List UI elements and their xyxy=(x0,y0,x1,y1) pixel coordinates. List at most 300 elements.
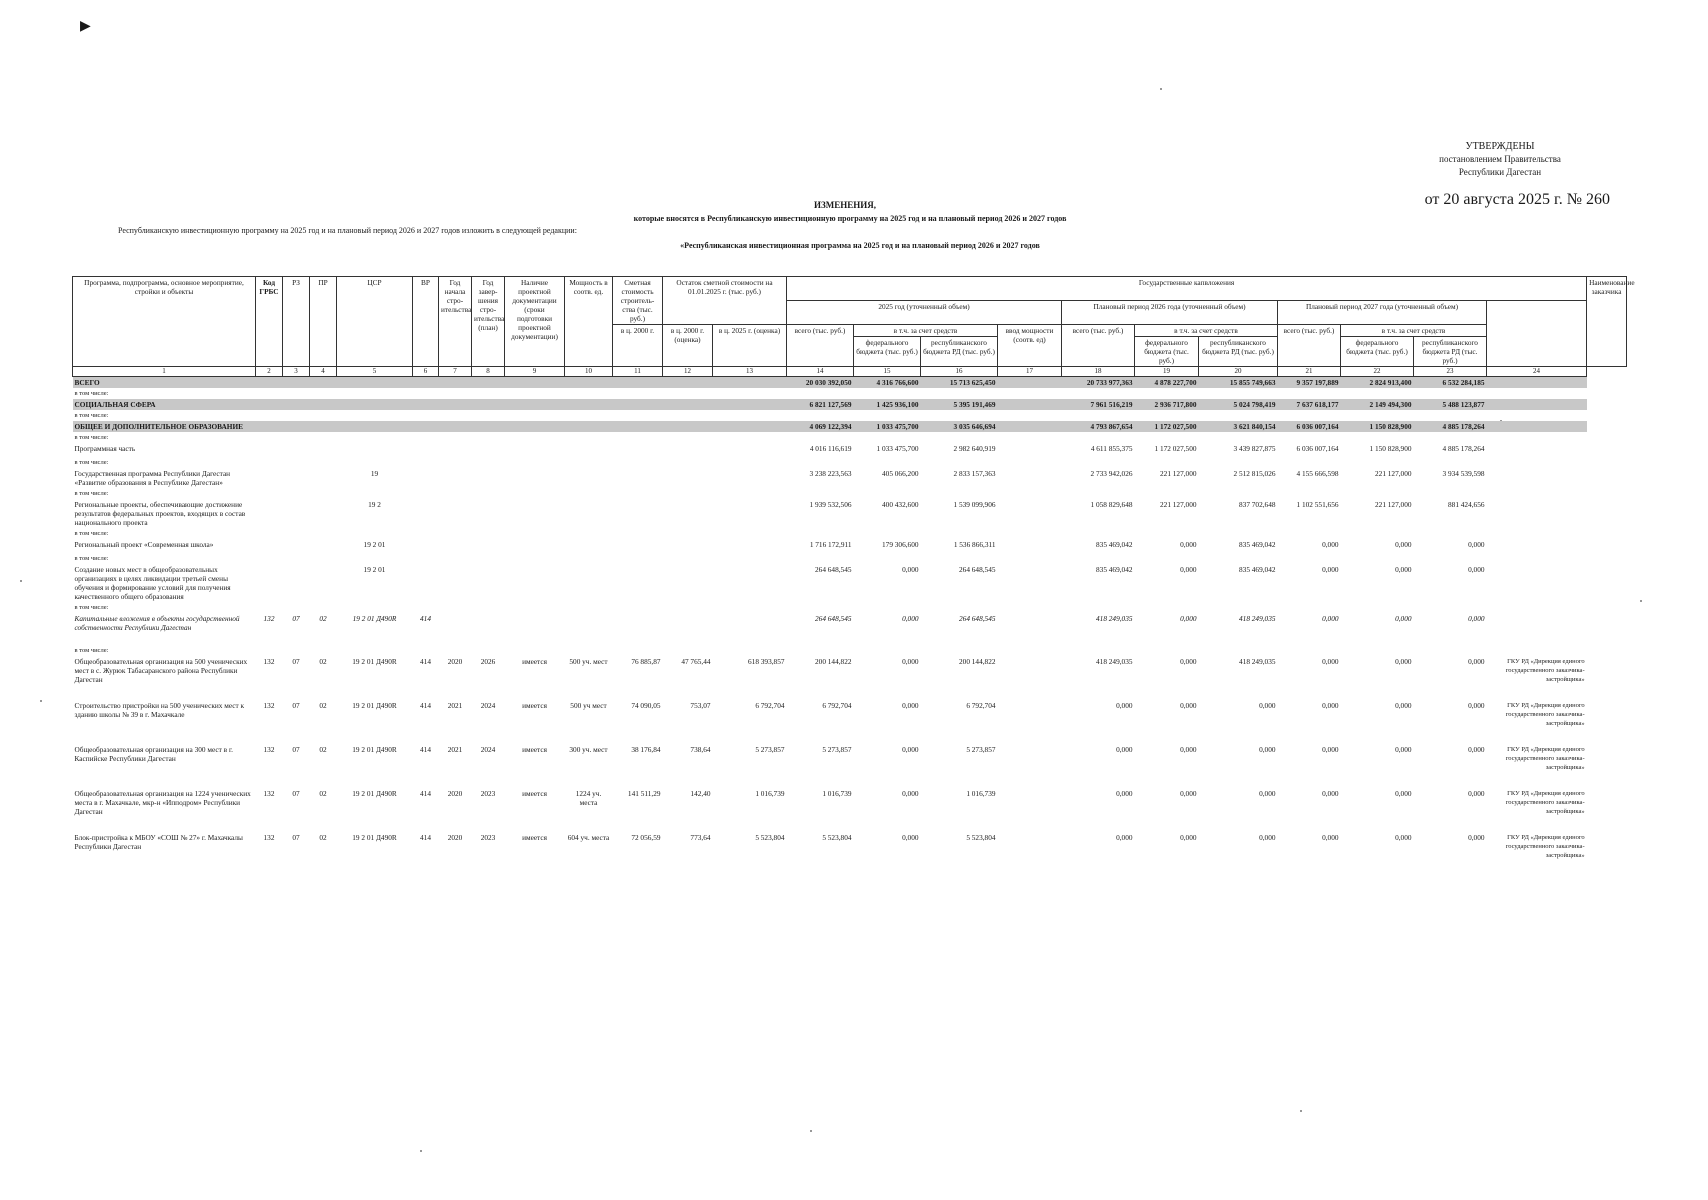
col-header-est-cost: Сметная стоимость строитель-ства (тыс. руб.) xyxy=(613,277,663,325)
col-header-end-year: Год завер-шения стро-ительства (план) xyxy=(472,277,505,367)
value-cell: 0,000 xyxy=(1468,657,1485,666)
csr-cell: 19 xyxy=(370,469,379,478)
docs-cell xyxy=(505,443,565,457)
docs-cell: имеется xyxy=(522,701,547,710)
est-cost-cell xyxy=(613,377,663,389)
value-cell: 3 238 223,563 xyxy=(809,469,852,478)
end-year-cell xyxy=(472,443,505,457)
est-cost-cell xyxy=(613,468,663,488)
value-cell: 221 127,000 xyxy=(1375,500,1412,509)
docs-cell xyxy=(505,613,565,645)
column-number: 4 xyxy=(310,367,337,377)
value-cell: 0,000 xyxy=(1180,565,1197,574)
col-header-capacity: Мощность в соотв. ед. xyxy=(565,277,613,367)
table-row xyxy=(73,613,1627,645)
table-row xyxy=(73,700,1627,744)
capacity-input-cell xyxy=(998,399,1062,410)
remaining-2000-cell xyxy=(663,377,713,389)
value-cell: 221 127,000 xyxy=(1160,469,1197,478)
customer-cell xyxy=(1487,539,1587,553)
value-cell: 6 821 127,569 xyxy=(787,399,854,410)
col-header-grbs: Код ГРБС xyxy=(256,277,283,367)
est-cost-cell xyxy=(613,564,663,602)
pr-cell: 02 xyxy=(319,833,327,842)
col-header-csr: ЦСР xyxy=(337,277,413,367)
est-cost-cell: 141 511,29 xyxy=(627,789,661,798)
capacity-cell: 1224 уч. места xyxy=(575,789,602,807)
value-cell: 1 016,739 xyxy=(822,789,852,798)
column-number: 12 xyxy=(663,367,713,377)
cursor-arrow-icon: ▶ xyxy=(80,19,91,34)
col-header-total-2026: всего (тыс. руб.) xyxy=(1062,325,1135,367)
row-name: ВСЕГО xyxy=(73,377,256,389)
document-subtitle: которые вносятся в Республиканскую инвестиционную программу на 2025 год и на плановый период 2026 и 2027 годов xyxy=(633,214,1067,223)
start-year-cell: 2020 xyxy=(447,833,463,842)
capacity-input-cell xyxy=(998,744,1062,788)
row-name: Общеобразовательная организация на 500 ученических мест в с. Журюк Табасаранского района Республики Дагестан xyxy=(74,657,248,684)
row-name: Блок-пристройка к МБОУ «СОШ № 27» г. Махачкалы Республики Дагестан xyxy=(74,833,243,851)
vr-cell: 414 xyxy=(420,614,431,623)
capacity-cell xyxy=(565,399,613,410)
scan-speck xyxy=(420,1150,422,1152)
value-cell: 0,000 xyxy=(902,701,919,710)
pr-cell xyxy=(310,564,337,602)
value-cell: 5 273,857 xyxy=(822,745,852,754)
value-cell: 1 939 532,506 xyxy=(809,500,852,509)
column-number: 15 xyxy=(854,367,921,377)
est-cost-cell: 74 090,05 xyxy=(631,701,661,710)
investment-table xyxy=(72,276,1635,876)
row-name: Капитальные вложения в объекты государственной собственности Республики Дагестан xyxy=(74,614,240,632)
csr-cell: 19 2 01 Д490R xyxy=(352,614,397,623)
grbs-cell xyxy=(256,564,283,602)
row-name: Региональные проекты, обеспечивающие достижение результатов федеральных проектов, входящих в состав национального проекта xyxy=(74,500,246,527)
value-cell: 4 878 227,700 xyxy=(1135,377,1199,389)
value-cell: 0,000 xyxy=(1180,745,1197,754)
value-cell: 0,000 xyxy=(1116,833,1133,842)
row-name: Создание новых мест в общеобразовательных организациях в целях ликвидации третьей смены обучения и формирование условий для получения качественного общего образования xyxy=(74,565,231,601)
value-cell: 0,000 xyxy=(1468,745,1485,754)
start-year-cell xyxy=(439,399,472,410)
value-cell: 6 792,704 xyxy=(966,701,996,710)
column-number: 13 xyxy=(713,367,787,377)
remaining-2025-cell xyxy=(713,564,787,602)
value-cell: 0,000 xyxy=(1468,565,1485,574)
table-row xyxy=(73,488,1627,499)
row-name: в том числе: xyxy=(74,530,109,537)
est-cost-cell: 38 176,84 xyxy=(631,745,661,754)
capacity-cell xyxy=(565,421,613,432)
header-row xyxy=(73,277,1627,301)
value-cell: 2 936 717,800 xyxy=(1135,399,1199,410)
col-header-remaining-2025: в ц. 2025 г. (оценка) xyxy=(713,325,787,367)
value-cell: 0,000 xyxy=(1116,789,1133,798)
capacity-cell xyxy=(565,539,613,553)
column-number: 22 xyxy=(1341,367,1414,377)
end-year-cell: 2023 xyxy=(480,789,496,798)
rz-cell xyxy=(283,421,310,432)
capacity-input-cell xyxy=(998,421,1062,432)
table-row xyxy=(73,377,1627,389)
col-header-republic-2025: республиканского бюджета РД (тыс. руб.) xyxy=(921,337,998,367)
capacity-input-cell xyxy=(998,539,1062,553)
start-year-cell xyxy=(439,499,472,528)
start-year-cell xyxy=(439,564,472,602)
column-number: 20 xyxy=(1199,367,1278,377)
value-cell: 264 648,545 xyxy=(815,614,852,623)
value-cell: 264 648,545 xyxy=(959,614,996,623)
docs-cell xyxy=(505,421,565,432)
rz-cell: 07 xyxy=(292,789,300,798)
remaining-2000-cell xyxy=(663,564,713,602)
remaining-2025-cell: 618 393,857 xyxy=(748,657,785,666)
customer-cell xyxy=(1487,399,1587,410)
value-cell: 0,000 xyxy=(1180,540,1197,549)
vr-cell xyxy=(413,443,439,457)
grbs-cell xyxy=(256,468,283,488)
csr-cell xyxy=(337,377,413,389)
remaining-2025-cell xyxy=(713,468,787,488)
est-cost-cell: 76 885,87 xyxy=(631,657,661,666)
row-name: в том числе: xyxy=(74,434,109,441)
grbs-cell xyxy=(256,377,283,389)
value-cell: 1 033 475,700 xyxy=(876,444,919,453)
value-cell: 1 102 551,656 xyxy=(1296,500,1339,509)
table-row xyxy=(73,410,1627,421)
table-row xyxy=(73,788,1627,832)
remaining-2000-cell xyxy=(663,421,713,432)
row-name: в том числе: xyxy=(74,604,109,611)
table-row xyxy=(73,832,1627,876)
row-name: Программная часть xyxy=(74,444,136,453)
value-cell: 6 036 007,164 xyxy=(1278,421,1341,432)
docs-cell xyxy=(505,468,565,488)
est-cost-cell xyxy=(613,399,663,410)
customer-cell xyxy=(1487,377,1587,389)
capacity-cell: 300 уч. мест xyxy=(569,745,608,754)
remaining-2000-cell xyxy=(663,399,713,410)
remaining-2025-cell xyxy=(713,443,787,457)
row-name: в том числе: xyxy=(74,647,109,654)
grbs-cell xyxy=(256,499,283,528)
row-name: ОБЩЕЕ И ДОПОЛНИТЕЛЬНОЕ ОБРАЗОВАНИЕ xyxy=(73,421,256,432)
customer-cell: ГКУ РД «Дирекция единого государственного заказчика-застройщика» xyxy=(1505,746,1585,771)
value-cell: 200 144,822 xyxy=(959,657,996,666)
value-cell: 6 532 284,185 xyxy=(1414,377,1487,389)
vr-cell: 414 xyxy=(420,701,431,710)
value-cell: 1 539 099,906 xyxy=(953,500,996,509)
col-header-federal-2026: федерального бюджета (тыс. руб.) xyxy=(1135,337,1199,367)
table-row xyxy=(73,553,1627,564)
remaining-2025-cell: 5 523,804 xyxy=(755,833,785,842)
table-row xyxy=(73,602,1627,613)
value-cell: 0,000 xyxy=(1322,789,1339,798)
value-cell: 881 424,656 xyxy=(1448,500,1485,509)
grbs-cell xyxy=(256,399,283,410)
value-cell: 1 058 829,648 xyxy=(1090,500,1133,509)
value-cell: 1 716 172,911 xyxy=(809,540,852,549)
rz-cell xyxy=(283,377,310,389)
capacity-input-cell xyxy=(998,468,1062,488)
capacity-cell: 604 уч. места xyxy=(567,833,610,842)
vr-cell xyxy=(413,399,439,410)
rz-cell: 07 xyxy=(292,745,300,754)
value-cell: 0,000 xyxy=(1322,540,1339,549)
value-cell: 0,000 xyxy=(1322,657,1339,666)
col-header-total-2025: всего (тыс. руб.) xyxy=(787,325,854,367)
pr-cell: 02 xyxy=(319,789,327,798)
vr-cell xyxy=(413,499,439,528)
value-cell: 264 648,545 xyxy=(959,565,996,574)
customer-cell xyxy=(1487,564,1587,602)
value-cell: 5 523,804 xyxy=(822,833,852,842)
vr-cell xyxy=(413,421,439,432)
value-cell: 0,000 xyxy=(902,614,919,623)
column-number: 23 xyxy=(1414,367,1487,377)
pr-cell: 02 xyxy=(319,614,327,623)
start-year-cell: 2021 xyxy=(447,701,463,710)
capacity-cell: 500 уч. мест xyxy=(569,657,608,666)
row-name: Общеобразовательная организация на 1224 ученических места в г. Махачкале, мкр-н «Ипподром» Республики Дагестан xyxy=(74,789,251,816)
remaining-2025-cell xyxy=(713,377,787,389)
table-row xyxy=(73,443,1627,457)
rz-cell: 07 xyxy=(292,657,300,666)
value-cell: 0,000 xyxy=(1259,789,1276,798)
row-name: в том числе: xyxy=(74,390,109,397)
capacity-cell xyxy=(565,499,613,528)
capacity-cell xyxy=(565,443,613,457)
value-cell: 20 733 977,363 xyxy=(1062,377,1135,389)
rz-cell xyxy=(283,499,310,528)
value-cell: 0,000 xyxy=(1395,565,1412,574)
value-cell: 0,000 xyxy=(1116,745,1133,754)
value-cell: 1 536 866,311 xyxy=(953,540,996,549)
value-cell: 0,000 xyxy=(1322,614,1339,623)
value-cell: 0,000 xyxy=(1395,657,1412,666)
value-cell: 5 523,804 xyxy=(966,833,996,842)
approval-heading: УТВЕРЖДЕНЫ xyxy=(1465,141,1535,152)
table-row xyxy=(73,539,1627,553)
row-name: Общеобразовательная организация на 300 мест в г. Каспийске Республики Дагестан xyxy=(74,745,233,763)
value-cell: 0,000 xyxy=(1395,540,1412,549)
value-cell: 1 150 828,900 xyxy=(1341,421,1414,432)
end-year-cell: 2023 xyxy=(480,833,496,842)
approval-line: постановлением Правительства xyxy=(1439,154,1561,164)
col-header-remaining-2000: в ц. 2000 г. (оценка) xyxy=(663,325,713,367)
customer-cell: ГКУ РД «Дирекция единого государственного заказчика-застройщика» xyxy=(1505,790,1585,815)
column-number-row xyxy=(73,367,1627,377)
col-header-docs: Наличие проектной документации (сроки подготовки проектной документации) xyxy=(505,277,565,367)
table-row xyxy=(73,564,1627,602)
col-header-sources-2027: в т.ч. за счет средств xyxy=(1341,325,1487,337)
remaining-2025-cell: 5 273,857 xyxy=(755,745,785,754)
est-cost-cell xyxy=(613,613,663,645)
col-header-customer: Наименование заказчика xyxy=(1587,277,1627,367)
rz-cell xyxy=(283,564,310,602)
capacity-cell: 500 уч мест xyxy=(570,701,607,710)
value-cell: 4 069 122,394 xyxy=(787,421,854,432)
table-row xyxy=(73,399,1627,410)
remaining-2025-cell xyxy=(713,539,787,553)
vr-cell: 414 xyxy=(420,745,431,754)
table-row xyxy=(73,388,1627,399)
intro-text: Республиканскую инвестиционную программу на 2025 год и на плановый период 2026 и 2027 годов изложить в следующей редакции: xyxy=(118,226,577,235)
capacity-cell xyxy=(565,468,613,488)
value-cell: 0,000 xyxy=(1180,614,1197,623)
row-name: в том числе: xyxy=(74,555,109,562)
value-cell: 15 855 749,663 xyxy=(1199,377,1278,389)
value-cell: 0,000 xyxy=(1395,833,1412,842)
value-cell: 0,000 xyxy=(902,789,919,798)
col-header-start-year: Год начала стро-ительства xyxy=(439,277,472,367)
vr-cell xyxy=(413,539,439,553)
value-cell: 0,000 xyxy=(1180,701,1197,710)
value-cell: 7 637 618,177 xyxy=(1278,399,1341,410)
value-cell: 0,000 xyxy=(1468,789,1485,798)
value-cell: 5 024 798,419 xyxy=(1199,399,1278,410)
value-cell: 0,000 xyxy=(1259,745,1276,754)
remaining-2000-cell xyxy=(663,468,713,488)
remaining-2000-cell xyxy=(663,613,713,645)
col-header-federal-2027: федерального бюджета (тыс. руб.) xyxy=(1341,337,1414,367)
grbs-cell xyxy=(256,539,283,553)
value-cell: 5 488 123,877 xyxy=(1414,399,1487,410)
scan-speck xyxy=(40,700,42,702)
csr-cell: 19 2 01 xyxy=(363,540,386,549)
pr-cell: 02 xyxy=(319,657,327,666)
customer-cell xyxy=(1487,613,1587,645)
pr-cell: 02 xyxy=(319,701,327,710)
docs-cell xyxy=(505,499,565,528)
table-row xyxy=(73,744,1627,788)
value-cell: 4 316 766,600 xyxy=(854,377,921,389)
value-cell: 0,000 xyxy=(1468,614,1485,623)
grbs-cell xyxy=(256,421,283,432)
docs-cell: имеется xyxy=(522,657,547,666)
scan-speck xyxy=(20,580,22,582)
customer-cell: ГКУ РД «Дирекция единого государственного заказчика-застройщика» xyxy=(1505,702,1585,727)
customer-cell xyxy=(1487,468,1587,488)
csr-cell: 19 2 01 Д490R xyxy=(352,745,397,754)
capacity-input-cell xyxy=(998,564,1062,602)
value-cell: 4 793 867,654 xyxy=(1062,421,1135,432)
value-cell: 200 144,822 xyxy=(815,657,852,666)
value-cell: 4 155 666,598 xyxy=(1296,469,1339,478)
value-cell: 1 172 027,500 xyxy=(1154,444,1197,453)
col-header-remaining: Остаток сметной стоимости на 01.01.2025 г. (тыс. руб.) xyxy=(663,277,787,325)
value-cell: 405 066,200 xyxy=(882,469,919,478)
end-year-cell xyxy=(472,613,505,645)
remaining-2000-cell xyxy=(663,539,713,553)
end-year-cell xyxy=(472,539,505,553)
vr-cell xyxy=(413,468,439,488)
docs-cell xyxy=(505,399,565,410)
value-cell: 0,000 xyxy=(1322,565,1339,574)
scan-speck xyxy=(810,1130,812,1132)
csr-cell xyxy=(337,421,413,432)
vr-cell: 414 xyxy=(420,833,431,842)
table-row xyxy=(73,421,1627,432)
csr-cell: 19 2 01 Д490R xyxy=(352,833,397,842)
capacity-input-cell xyxy=(998,832,1062,876)
value-cell: 2 149 494,300 xyxy=(1341,399,1414,410)
docs-cell xyxy=(505,539,565,553)
approval-line: Республики Дагестан xyxy=(1458,167,1542,177)
value-cell: 0,000 xyxy=(1322,833,1339,842)
value-cell: 3 439 827,875 xyxy=(1233,444,1276,453)
end-year-cell xyxy=(472,377,505,389)
column-number: 10 xyxy=(565,367,613,377)
customer-cell: ГКУ РД «Дирекция единого государственного заказчика-застройщика» xyxy=(1505,658,1585,683)
value-cell: 4 885 178,264 xyxy=(1442,444,1485,453)
table-row xyxy=(73,656,1627,700)
column-number: 19 xyxy=(1135,367,1199,377)
value-cell: 835 469,042 xyxy=(1239,540,1276,549)
start-year-cell: 2021 xyxy=(447,745,463,754)
value-cell: 221 127,000 xyxy=(1375,469,1412,478)
end-year-cell: 2026 xyxy=(480,657,496,666)
column-number: 3 xyxy=(283,367,310,377)
col-header-vr: ВР xyxy=(413,277,439,367)
col-header-sources-2026: в т.ч. за счет средств xyxy=(1135,325,1278,337)
column-number: 16 xyxy=(921,367,998,377)
value-cell: 1 016,739 xyxy=(966,789,996,798)
capacity-cell xyxy=(565,564,613,602)
start-year-cell xyxy=(439,468,472,488)
remaining-2000-cell: 753,07 xyxy=(690,701,711,710)
grbs-cell: 132 xyxy=(263,789,275,798)
col-header-state-investment: Государственные капвложения xyxy=(787,277,1587,301)
row-name: СОЦИАЛЬНАЯ СФЕРА xyxy=(73,399,256,410)
value-cell: 0,000 xyxy=(1395,614,1412,623)
value-cell: 0,000 xyxy=(1180,657,1197,666)
remaining-2000-cell xyxy=(663,443,713,457)
remaining-2000-cell xyxy=(663,499,713,528)
column-number: 11 xyxy=(613,367,663,377)
approval-block xyxy=(1420,140,1580,179)
remaining-2025-cell: 1 016,739 xyxy=(755,789,785,798)
value-cell: 0,000 xyxy=(1116,701,1133,710)
start-year-cell: 2020 xyxy=(447,657,463,666)
table-row xyxy=(73,457,1627,468)
capacity-input-cell xyxy=(998,377,1062,389)
value-cell: 4 016 116,619 xyxy=(809,444,852,453)
grbs-cell xyxy=(256,443,283,457)
value-cell: 5 395 191,469 xyxy=(921,399,998,410)
table-row xyxy=(73,499,1627,528)
value-cell: 418 249,035 xyxy=(1239,657,1276,666)
col-header-republic-2027: республиканского бюджета РД (тыс. руб.) xyxy=(1414,337,1487,367)
column-number: 7 xyxy=(439,367,472,377)
docs-cell xyxy=(505,564,565,602)
value-cell: 418 249,035 xyxy=(1096,657,1133,666)
col-header-pr: ПР xyxy=(310,277,337,367)
scan-speck xyxy=(1640,600,1642,602)
row-name: Региональный проект «Современная школа» xyxy=(74,540,214,549)
pr-cell xyxy=(310,399,337,410)
capacity-cell xyxy=(565,613,613,645)
column-number: 6 xyxy=(413,367,439,377)
col-header-est-cost-2000: в ц. 2000 г. xyxy=(613,325,663,367)
remaining-2025-cell xyxy=(713,499,787,528)
col-header-total-2027: всего (тыс. руб.) xyxy=(1278,325,1341,367)
rz-cell: 07 xyxy=(292,701,300,710)
value-cell: 6 036 007,164 xyxy=(1296,444,1339,453)
row-name: в том числе: xyxy=(74,459,109,466)
document-title: ИЗМЕНЕНИЯ, xyxy=(813,200,876,210)
rz-cell xyxy=(283,468,310,488)
csr-cell: 19 2 01 xyxy=(363,565,386,574)
